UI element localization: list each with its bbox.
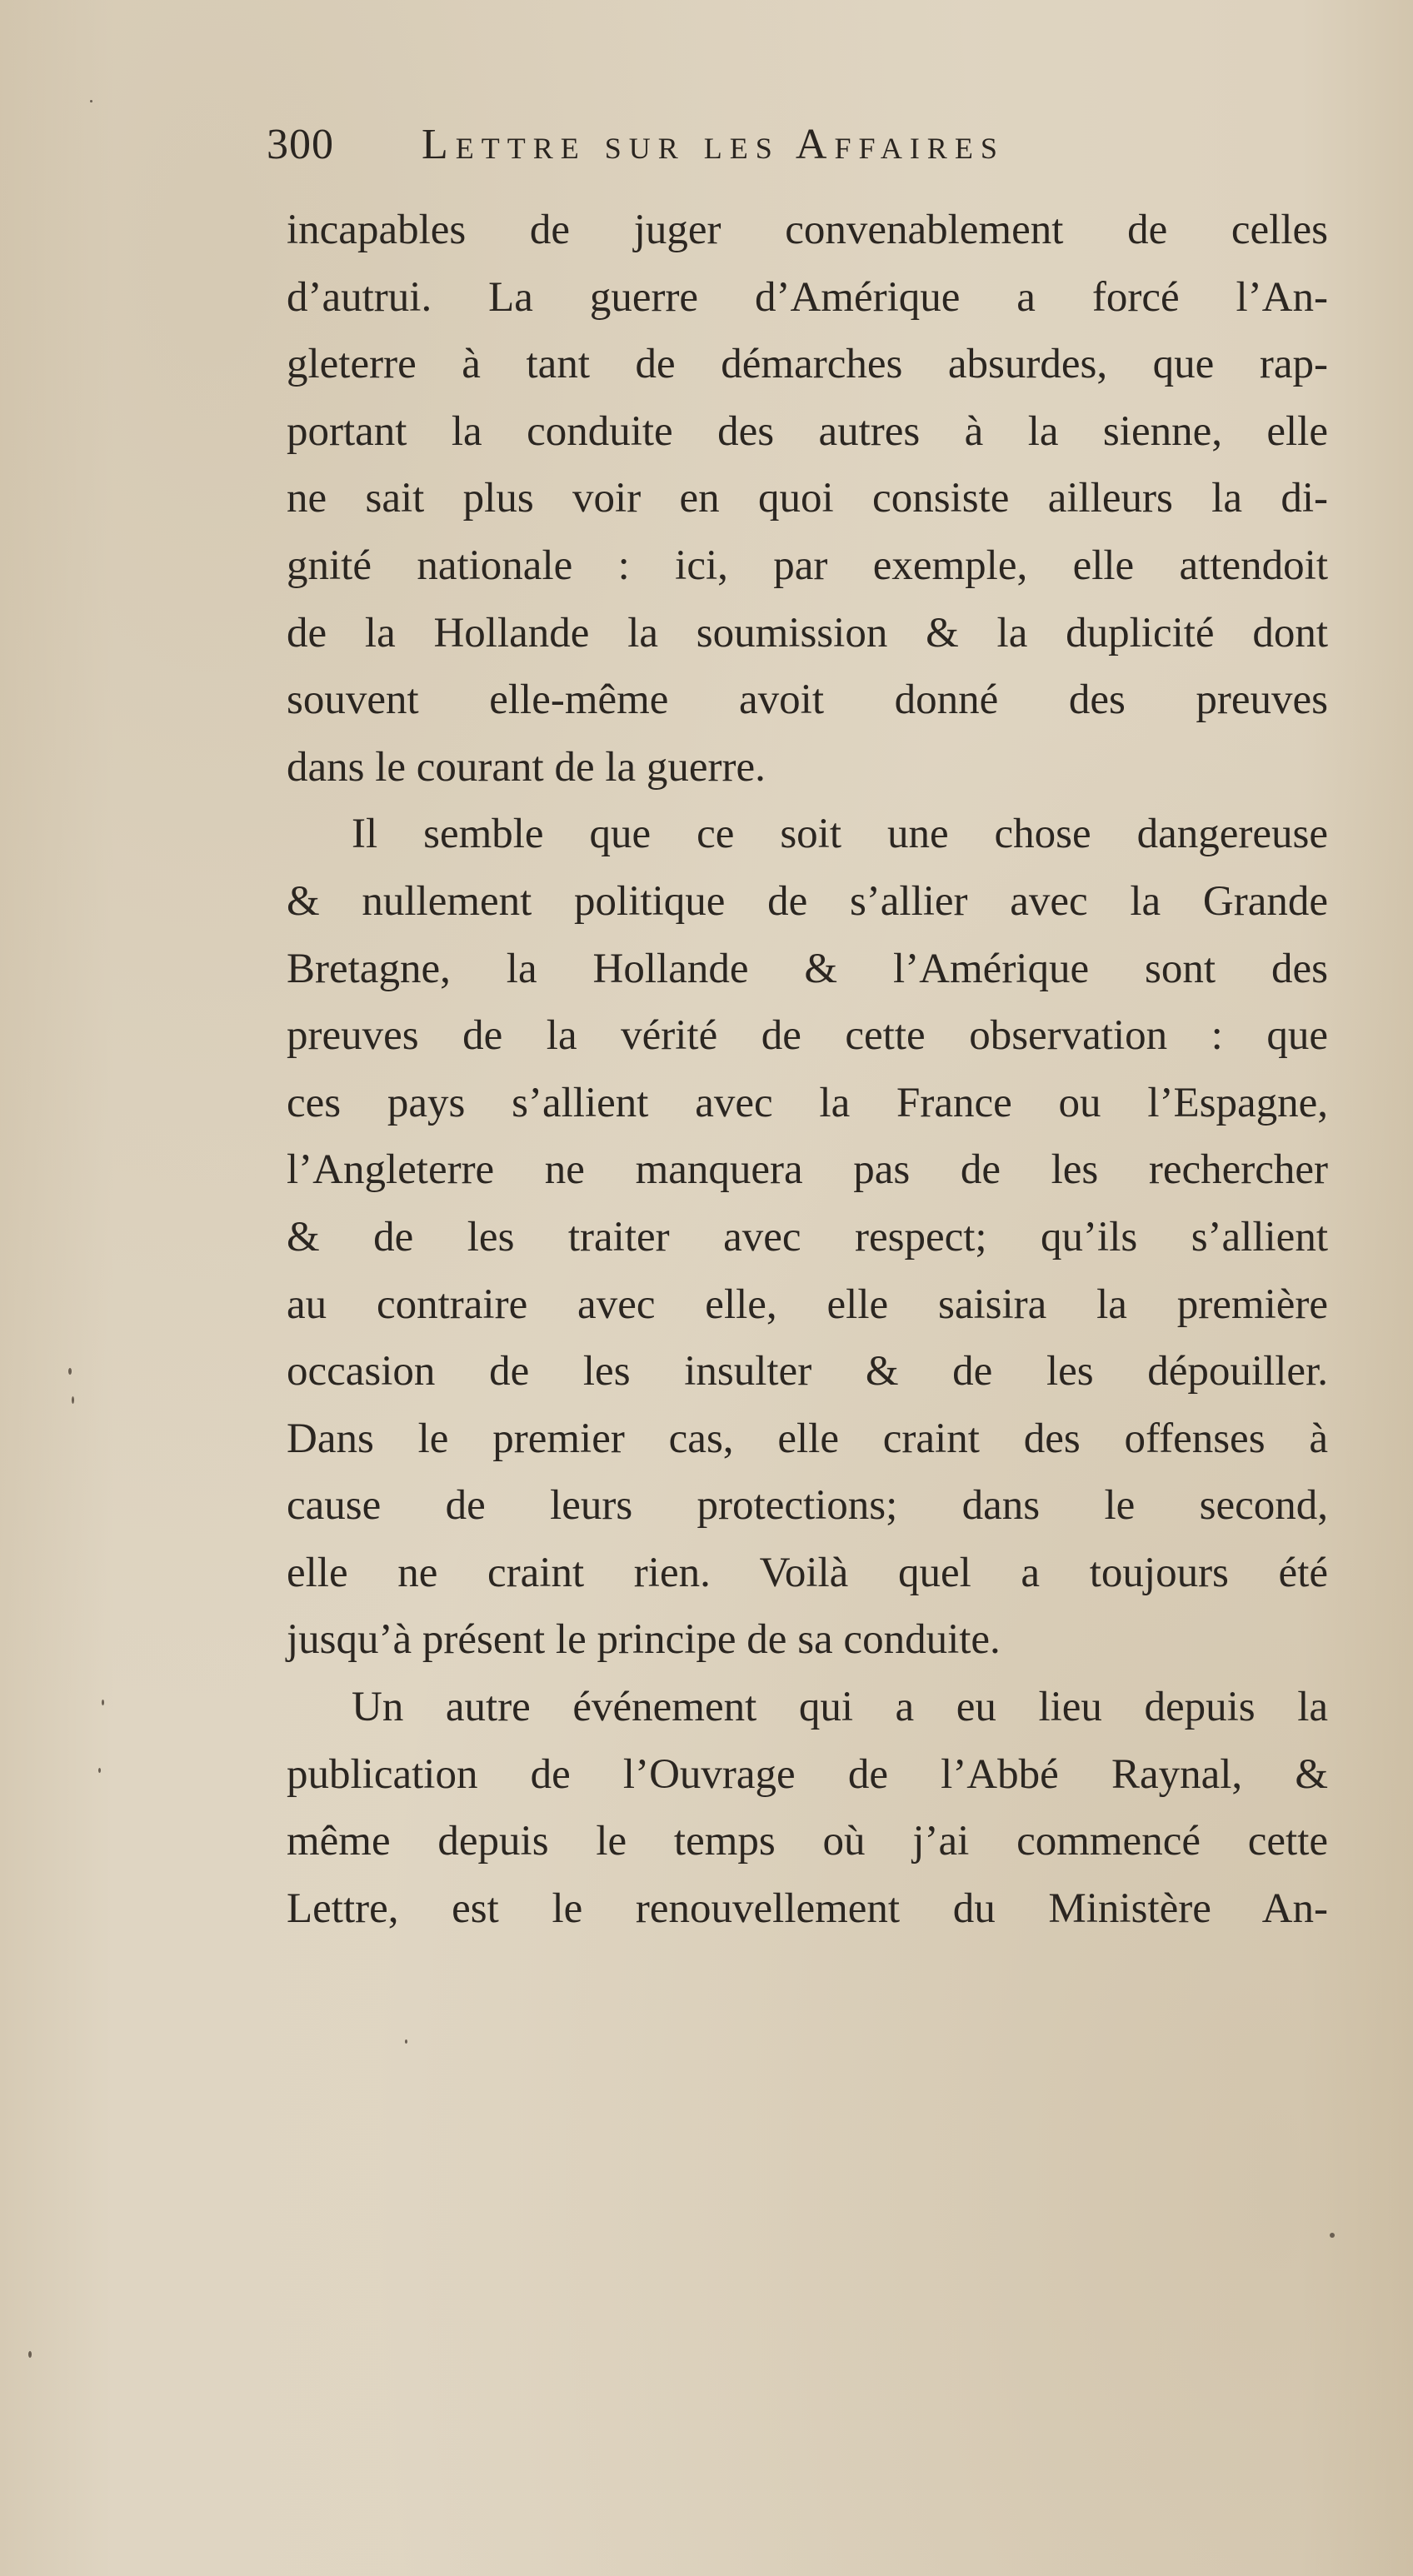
text-line: gnité nationale : ici, par exemple, elle attendoit xyxy=(287,542,1328,589)
paper-speck xyxy=(102,1700,104,1705)
paragraph-3 xyxy=(287,1674,1328,1942)
text-line: l’Angleterre ne manquera pas de les rechercher xyxy=(287,1146,1328,1194)
text-line: de la Hollande la soumission & la duplicité dont xyxy=(287,609,1328,656)
text-line: même depuis le temps où j’ai commencé cette xyxy=(287,1818,1328,1865)
text-line: & de les traiter avec respect; qu’ils s’allient xyxy=(287,1213,1328,1261)
running-title: Lettre sur les Affaires xyxy=(422,121,1005,168)
text-line: portant la conduite des autres à la sienne, elle xyxy=(287,407,1328,455)
body-text xyxy=(287,197,1328,1942)
text-line: gleterre à tant de démarches absurdes, que rap- xyxy=(287,341,1328,388)
text-line: elle ne craint rien. Voilà quel a toujours été xyxy=(287,1549,1328,1596)
text-line: cause de leurs protections; dans le second, xyxy=(287,1482,1328,1530)
text-line: au contraire avec elle, elle saisira la première xyxy=(287,1281,1328,1328)
text-line: ces pays s’allient avec la France ou l’Espagne, xyxy=(287,1079,1328,1126)
text-line: & nullement politique de s’allier avec la Grande xyxy=(287,877,1328,925)
paper-speck xyxy=(90,100,92,102)
paragraph-2 xyxy=(287,801,1328,1674)
paper-speck xyxy=(72,1396,74,1404)
text-line: Dans le premier cas, elle craint des offenses à xyxy=(287,1415,1328,1462)
paper-speck xyxy=(405,2039,407,2044)
paper-speck xyxy=(98,1768,101,1773)
text-line: jusqu’à présent le principe de sa conduite. xyxy=(287,1616,1001,1664)
text-line: Lettre, est le renouvellement du Ministère An- xyxy=(287,1885,1328,1932)
paper-speck xyxy=(1330,2233,1335,2238)
text-line: incapables de juger convenablement de celles xyxy=(287,207,1328,253)
text-line: Bretagne, la Hollande & l’Amérique sont des xyxy=(287,945,1328,992)
text-line: occasion de les insulter & de les dépouiller. xyxy=(287,1348,1328,1395)
text-line: ne sait plus voir en quoi consiste ailleurs la di- xyxy=(287,475,1328,522)
text-line: d’autrui. La guerre d’Amérique a forcé l’An- xyxy=(287,273,1328,321)
paragraph-1 xyxy=(287,197,1328,801)
text-line: Un autre événement qui a eu lieu depuis la xyxy=(352,1684,1328,1731)
text-line: souvent elle-même avoit donné des preuves xyxy=(287,676,1328,724)
text-line: preuves de la vérité de cette observation : que xyxy=(287,1012,1328,1060)
page-number: 300 xyxy=(267,121,334,168)
paper-speck xyxy=(28,2351,32,2358)
text-line: dans le courant de la guerre. xyxy=(287,743,766,791)
text-line: publication de l’Ouvrage de l’Abbé Raynal, & xyxy=(287,1750,1328,1798)
page-header xyxy=(267,117,1316,183)
paper-speck xyxy=(68,1368,72,1375)
text-line: Il semble que ce soit une chose dangereuse xyxy=(352,811,1328,858)
